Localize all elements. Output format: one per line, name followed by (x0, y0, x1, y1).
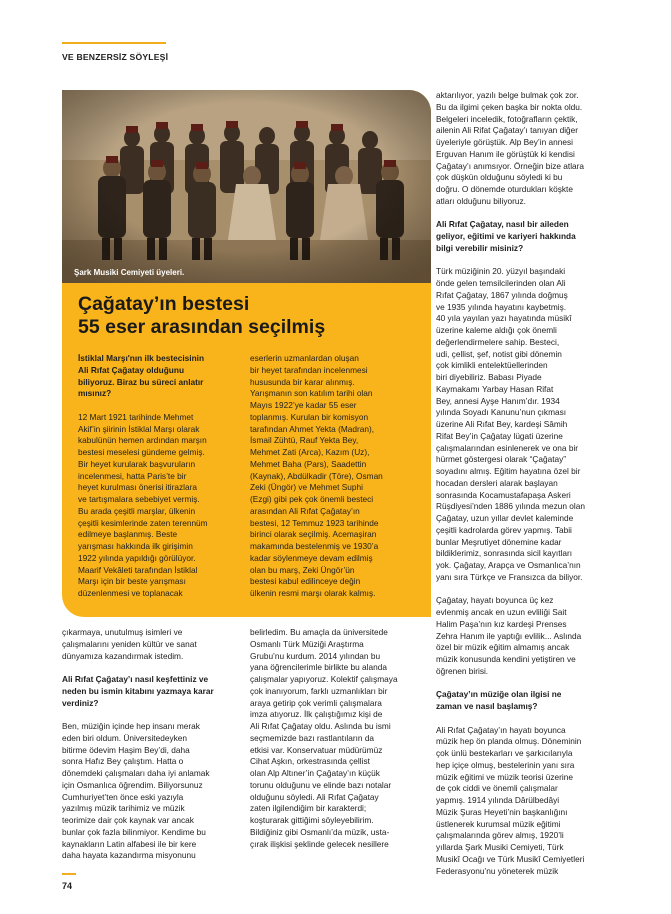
text-line: bunlar çok fazla bilinmiyor. Kendime bu (62, 826, 206, 837)
text-line: Mehmet Zati (Arca), Kazım (Uz), (250, 447, 370, 457)
text-line: torunu olduğunu ve elinde bazı notalar (250, 779, 392, 790)
text-line: sonrasında Kocamustafapaşa Askeri (436, 489, 571, 500)
text-line: hocadan dersleri alarak başlayan (436, 477, 558, 488)
text-line: edilmeye başlanmış. Beste (78, 529, 178, 540)
bottom-column-1 (62, 627, 242, 862)
text-line: evlenmiş ancak en uzun evliliği Sait (436, 607, 567, 617)
text-line: hususunda bir karar alınmış. (250, 376, 355, 387)
text-line: Bu da ilgimi çeken başka bir nokta oldu. (436, 101, 583, 112)
text-line: arasından Ali Rıfat Çağatay’ın (250, 505, 360, 516)
text-line: dünyamıza kazandırmak istedim. (62, 650, 184, 661)
text-line: ülkenin resmi marşı olarak kalmış. (250, 588, 376, 598)
paragraph-gap (436, 678, 616, 690)
article-title (78, 293, 418, 339)
text-line: yana öğrencilerimle birlikte bu alanda (250, 662, 387, 673)
text-line: çeşitli kesimlerinde zaten terennüm (78, 517, 208, 528)
text-line: (Ezgi) gibi pek çok önemli besteci (250, 494, 374, 504)
text-line: Ali Rıfat Çağatay oldu. Aslında bu ismi (250, 721, 391, 731)
text-line: İsmail Zühtü, Rauf Yekta Bey, (250, 435, 359, 446)
text-line: Musikî Ocağı ve Türk Musikî Cemiyetleri (436, 853, 585, 864)
text-line: Yarışmanın son katılım tarihi olan (250, 388, 373, 399)
question-line: mısınız? (78, 388, 112, 399)
paragraph-gap (62, 709, 242, 721)
text-line: bitirme ödevim Haşim Bey’di, daha (62, 744, 190, 755)
text-line: bunlar Meşrutiyet dönemine kadar (436, 536, 562, 547)
text-line: Mehmet Baha (Pars), Saadettin (250, 458, 367, 469)
group-photo-illustration (62, 90, 431, 283)
text-line: heyet kurulması önerisi itirazlara (78, 482, 197, 493)
text-line: ailenin Ali Rifat Çağatay’ı tanıyan diğer (436, 125, 579, 136)
text-line: 12 Mart 1921 tarihinde Mehmet (78, 411, 194, 422)
paragraph-gap (436, 255, 616, 267)
text-line: atları olduğunu biliyoruz. (436, 195, 526, 206)
header-accent-bar (62, 42, 166, 44)
text-line: üyeleriyle görüştük. Alp Bey’in annesi (436, 137, 573, 147)
text-line: de çok ciddi ve önemli çalışmalar (436, 783, 558, 794)
text-line: yılında Soyadı Kanunu’nun çıkması (436, 407, 567, 418)
paragraph-gap (436, 208, 616, 220)
text-line: önde gelen temsilcilerinden olan Ali (436, 278, 566, 288)
text-line: birinci olarak seçilmiş. Acemaşiran (250, 529, 377, 540)
text-line: Zehra Hanım ile yaptığı evlilik... Aslında (436, 630, 582, 641)
text-line: Türk müziğinin 20. yüzyıl başındaki (436, 266, 566, 277)
text-line: düzenlenmesi ve toplanacak (78, 588, 183, 598)
text-line: biri diyebiliriz. Babası Piyade (436, 372, 542, 382)
article-title-line: Çağatay’ın bestesi (78, 293, 250, 315)
text-line: çok ünlü bestekarları ve şarkıcılarıyla (436, 748, 573, 758)
text-line: imza atıyoruz. İlk çalıştığımız kişi de (250, 709, 383, 720)
text-line: çok kimlikli entelektüellerinden (436, 360, 548, 371)
text-line: eden biri oldum. Üniversitedeyken (62, 732, 187, 743)
text-line: zaten ilgilendiğim bir karakterdi; (250, 803, 367, 814)
text-line: çok düşkün olduğunu söyledi ki bu (436, 172, 563, 183)
panel-column-2 (250, 353, 428, 600)
question-line: biliyoruz. Biraz bu süreci anlatır (78, 376, 204, 387)
text-line: hep içiçe olmuş, bestelerinin yanı sıra (436, 759, 575, 770)
text-line: Çağatay’ı anımsıyor. Örneğin bize atlara (436, 160, 585, 171)
text-line: Akif’in şiirinin İstiklal Marşı olarak (78, 423, 200, 434)
text-line: makamında bestelenmiş ve 1930’a (250, 541, 379, 551)
text-line: kadar söylenmeye devam edilmiş (250, 552, 373, 563)
text-line: üzerine kaleme aldığı çok önemli (436, 325, 557, 335)
text-line: hürmet göstergesi olarak “Çağatay” (436, 454, 567, 465)
text-line: Cumhuriyet’ten önce eski yazıyla (62, 791, 184, 802)
text-line: doğru. O dönemde oturdukları köşkte (436, 184, 573, 194)
question-line: Ali Rıfat Çağatay’ı nasıl keşfettiniz ve (62, 674, 209, 684)
text-line: üzerine Ali Rıfat Bey, kardeşi Sâmih (436, 419, 568, 429)
section-header: VE BENZERSİZ SÖYLEŞİ (62, 52, 169, 62)
question-line: İstiklal Marşı'nın ilk bestecisinin (78, 353, 205, 363)
text-line: Ben, müziğin içinde hep insanı merak (62, 721, 200, 731)
text-line: aktarılıyor, yazılı belge bulmak çok zor. (436, 90, 579, 100)
text-line: etkisi var. Konservatuar müdürümüz (250, 744, 383, 755)
panel-column-1 (78, 353, 248, 600)
text-line: toplanmış. Kurulan bir komisyon (250, 411, 369, 422)
question-line: neden bu ismin kitabını yazmaya karar (62, 685, 214, 696)
text-line: Belgeleri inceledik, fotoğrafların çektik, (436, 113, 578, 124)
photo-caption: Şark Musiki Cemiyeti üyeleri. (74, 268, 185, 277)
text-line: Bildiğiniz gibi Osmanlı’da müzik, usta- (250, 826, 390, 837)
text-line: Rüşdiyesi’nden 1886 yılında mezun olan (436, 501, 585, 512)
text-line: Müzik Şuras Heyeti’nin başkanlığını (436, 806, 568, 817)
text-line: ve tartışmalara sebebiyet vermiş. (78, 494, 200, 504)
text-line: Çağatay, uzun yıllar devlet kaleminde (436, 513, 574, 523)
text-line: Halim Paşa’nın kız kardeşi Prenses (436, 618, 567, 629)
text-line: Grubu’nu kurdum. 2014 yılından bu (250, 650, 381, 661)
text-line: Bey, annesi Ayşe Hanım’dır. 1934 (436, 395, 560, 406)
bottom-column-2 (250, 627, 434, 850)
text-line: yapmış. 1914 yılında Dârülbedâyi (436, 795, 560, 805)
question-line: Ali Rıfat Çağatay, nasıl bir aileden (436, 219, 569, 230)
text-line: yok. Çağatay, Arapça ve Osmanlıca’nın (436, 560, 581, 570)
paragraph-gap (78, 400, 248, 412)
text-line: araya getirip çok verimli çalışmalara (250, 697, 382, 708)
text-line: yanı sıra Türkçe ve Fransızca da biliyor. (436, 571, 583, 582)
text-line: Ali Rıfat Çağatay’ın hayatı boyunca (436, 724, 566, 735)
text-line: Zeki (Üngör) ve Mehmet Suphi (250, 482, 363, 493)
text-line: çok inanıyorum, farklı uzmanlıkları bir (250, 685, 388, 696)
text-line: udi, çellist, şef, notist gibi dönemin (436, 348, 562, 359)
text-line: bestesi kabul edilinceye değin (250, 576, 361, 587)
text-line: Maarif Vekâleti tarafından İstiklal (78, 564, 198, 575)
text-line: Mayıs 1922’ye kadar 55 eser (250, 400, 357, 410)
text-line: öğrenen birisi. (436, 665, 489, 676)
text-line: tarafından Ahmet Yekta (Madran), (250, 423, 375, 434)
text-line: soyadını almış. Eğitim hayatına özel bir (436, 466, 581, 476)
text-line: kabulünün hemen ardından marşın (78, 435, 207, 446)
text-line: teorimize dair çok kaynak var ancak (62, 815, 194, 825)
text-line: olan bu marş, Zeki Üngör’ün (250, 564, 355, 575)
text-line: Bu arada çeşitli marşlar, ülkenin (78, 505, 196, 516)
text-line: bildiklerimiz, sonrasında sicil kayıtları (436, 548, 573, 559)
question-line: Ali Rıfat Çağatay olduğunu (78, 364, 185, 375)
text-line: bir heyet tarafından incelenmesi (250, 364, 368, 375)
text-line: çalışmalarında görev almış, 1920’li (436, 830, 564, 841)
paragraph-gap (436, 584, 616, 596)
question-line: zaman ve nasıl başlamış? (436, 701, 538, 711)
text-line: olduğunu söyledi. Ali Rıfat Çağatay (250, 791, 379, 802)
text-line: Kaymakamı Yarbay Hasan Rifat (436, 383, 554, 394)
text-line: çalışmalarından esinlenerek ve ona bir (436, 442, 579, 453)
text-line: Rıfat Çağatay, 1867 yılında doğmuş (436, 289, 568, 300)
text-line: dönemdeki çalışmaları daha iyi anlamak (62, 768, 210, 778)
text-line: çıkarmaya, unutulmuş isimleri ve (62, 627, 183, 637)
text-line: Federasyonu’nu yöneterek müzik (436, 865, 559, 876)
text-line: Marşı için bir beste yarışması (78, 576, 186, 587)
text-line: müzik hep ön planda olmuş. Döneminin (436, 736, 582, 747)
text-line: olan Alp Altıner’in Çağatay’ın küçük (250, 768, 380, 778)
text-line: yazılmış müzik tarihimiz ve müzik (62, 803, 185, 814)
paragraph-gap (436, 713, 616, 725)
text-line: çırak ilişkisi şeklinde gelecek nesillere (250, 838, 389, 849)
question-line: verdiniz? (62, 697, 99, 708)
historical-group-photo (62, 90, 431, 283)
text-line: koşturarak gittiğimi söyleyebilirim. (250, 815, 374, 825)
text-line: (Kaynak), Abdülkadir (Töre), Osman (250, 470, 383, 481)
text-line: yarışması hakkında ilk girişimin (78, 541, 193, 551)
question-line: geliyor, eğitimi ve kariyeri hakkında (436, 231, 576, 241)
text-line: yıllarda Şark Musiki Cemiyeti, Türk (436, 842, 564, 852)
right-column (436, 90, 616, 877)
text-line: özel bir müzik eğitim almamış ancak (436, 642, 570, 653)
article-title-line: 55 eser arasından seçilmiş (78, 316, 326, 338)
text-line: ve 1935 yılında hayatını kaybetmiş. (436, 301, 567, 312)
text-line: bestesi meselesi gündeme gelmiş. (78, 447, 205, 457)
text-line: için Osmanlıca öğrendim. Biliyorsunuz (62, 779, 203, 790)
text-line: üstlenerek kurumsal müzik eğitimi (436, 818, 561, 829)
text-line: seçmemizde bazı rastlantıların da (250, 732, 375, 743)
text-line: sonra Hafız Bey çalıştım. Hatta o (62, 756, 184, 767)
paragraph-gap (62, 662, 242, 674)
page-number-accent-bar (62, 873, 76, 875)
text-line: çalışmalarını yeniden kültür ve sanat (62, 638, 197, 649)
question-line: bilgi verebilir misiniz? (436, 242, 524, 253)
text-line: 40 yıla yayılan yazı hayatında müsikî (436, 313, 572, 324)
text-line: Cihat Aşkın, orkestrasında çellist (250, 756, 370, 767)
text-line: Rifat Bey’in Çağatay lügati üzerine (436, 430, 563, 441)
text-line: Erguvan Hanım ile görüştük ki kendisi (436, 148, 575, 159)
text-line: Osmanlı Türk Müziği Araştırma (250, 638, 364, 649)
text-line: müzik konusunda kendini yetiştiren ve (436, 654, 576, 664)
text-line: Çağatay, hayatı boyunca üç kez (436, 595, 554, 606)
text-line: değerlendirmelere sahip. Besteci, (436, 336, 560, 347)
text-line: Bir heyet kurularak başvuruların (78, 458, 196, 469)
page-number: 74 (62, 881, 73, 891)
text-line: kaynakların Latin alfabesi ile bir kere (62, 838, 197, 849)
text-line: belirledim. Bu amaçla da üniversitede (250, 627, 388, 637)
text-line: bestesi, 12 Temmuz 1923 tarihinde (250, 517, 379, 528)
text-line: müzik eğitimi ve müzik teorisi üzerine (436, 771, 573, 782)
text-line: incelenmesi, hatta Paris’te bir (78, 470, 187, 481)
text-line: çalışmalar yapıyoruz. Kolektif çalışmaya (250, 674, 398, 684)
text-line: çeşitli kadrolarda görev yapmış. Tabii (436, 524, 572, 535)
text-line: eserlerin uzmanlardan oluşan (250, 353, 359, 363)
text-line: 1922 yılında yapıldığı görülüyor. (78, 552, 196, 563)
question-line: Çağatay’ın müziğe olan ilgisi ne (436, 689, 562, 700)
text-line: daha hayata kazandırma misyonunu (62, 850, 196, 861)
